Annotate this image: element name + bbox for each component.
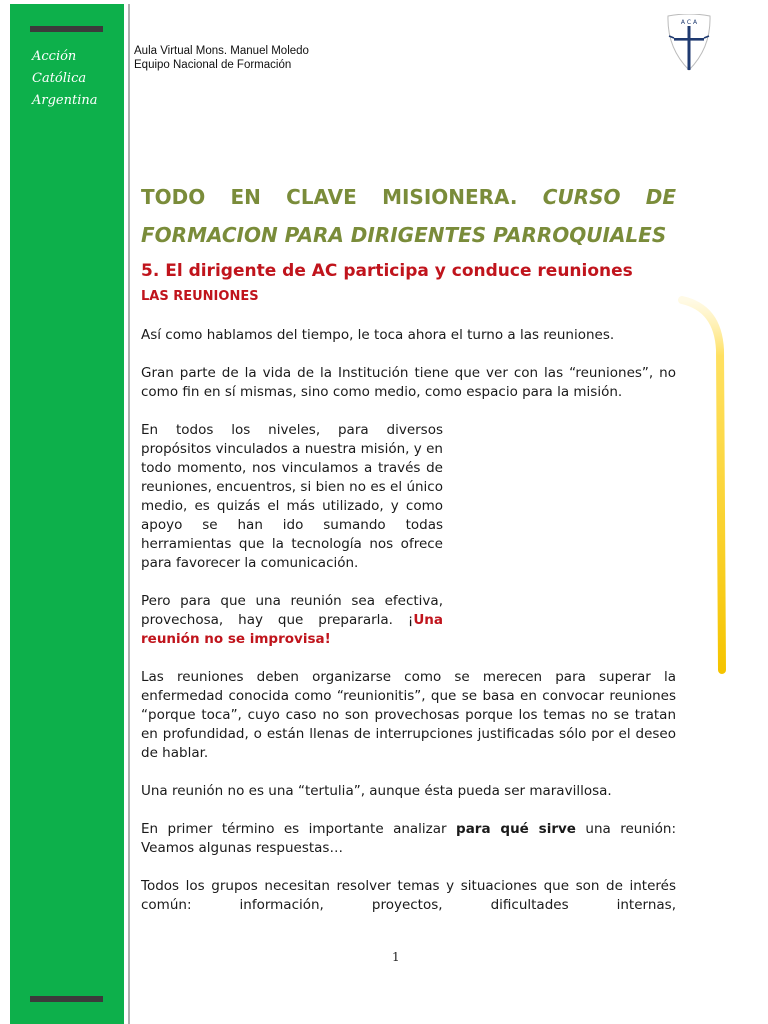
- title-plain: TODO EN CLAVE MISIONERA.: [141, 185, 518, 209]
- document-title-line-2: [141, 216, 676, 254]
- sidebar-top-bar: [30, 26, 103, 32]
- sidebar-line-2: Católica: [32, 71, 87, 86]
- paragraph-3: En todos los niveles, para diversos propósitos vinculados a nuestra misión, y en todo momento, nos vinculamos a través de reuniones, encuentros, si bien no es el único medio, es quizás el más utilizado, y como apoyo se han ido sumando todas herramientas que la tecnología nos ofrece para favorecer la comunicación.: [141, 422, 443, 571]
- paragraph-4: [141, 592, 443, 649]
- paragraph-4-emphasis: Una reunión no se improvisa!: [141, 612, 443, 647]
- vertical-divider: [128, 4, 130, 1024]
- main-content: [141, 178, 676, 915]
- document-title-line-1: [141, 178, 676, 216]
- subsection-heading: LAS REUNIONES: [141, 289, 259, 304]
- paragraph-6-quote: Una reunión no es una “tertulia”, aunque ésta pueda ser maravillosa.: [141, 783, 612, 799]
- page-number: 1: [392, 950, 400, 964]
- sidebar-bottom-bar: [30, 996, 103, 1002]
- sidebar-line-3: Argentina: [32, 93, 98, 108]
- paragraph-7-bold: para qué sirve: [456, 821, 576, 837]
- sidebar: [10, 4, 124, 1024]
- paragraph-7-end: una reunión: Veamos algunas respuestas…: [141, 821, 676, 856]
- aca-logo-icon: [664, 14, 714, 72]
- paragraph-4-start: Pero para que una reunión sea efectiva, provechosa, hay que prepararla. ¡: [141, 593, 443, 628]
- logo-text: A C A: [680, 19, 698, 26]
- section-heading: 5. El dirigente de AC participa y conduce reuniones: [141, 261, 633, 281]
- title-line-2: FORMACION PARA DIRIGENTES PARROQUIALES: [141, 223, 667, 247]
- sidebar-line-1: Acción: [32, 49, 77, 64]
- paragraph-2: Gran parte de la vida de la Institución tiene que ver con las “reuniones”, no como fin en sí mismas, sino como medio, como espacio para la misión.: [141, 365, 676, 400]
- header-line-2: Equipo Nacional de Formación: [134, 59, 292, 71]
- paragraph-7: [141, 820, 676, 858]
- header-info: [134, 44, 309, 72]
- paragraph-7-start: En primer término es importante analizar: [141, 821, 457, 837]
- paragraph-5: Las reuniones deben organizarse como se merecen para superar la enfermedad conocida como “reunionitis”, que se basa en convocar reuniones “porque toca”, cuyo caso no son provechosas porque los temas no se tratan en profundidad, o están llenas de interrupciones justificadas sólo por el deseo de hablar.: [141, 669, 676, 761]
- sidebar-title: [32, 46, 98, 112]
- header-line-1: Aula Virtual Mons. Manuel Moledo: [134, 45, 309, 57]
- paragraph-8: Todos los grupos necesitan resolver temas y situaciones que son de interés común: información, proyectos, dificultades internas,: [141, 878, 676, 913]
- title-italic: CURSO DE: [542, 185, 676, 209]
- paragraph-1: Así como hablamos del tiempo, le toca ahora el turno a las reuniones.: [141, 327, 615, 343]
